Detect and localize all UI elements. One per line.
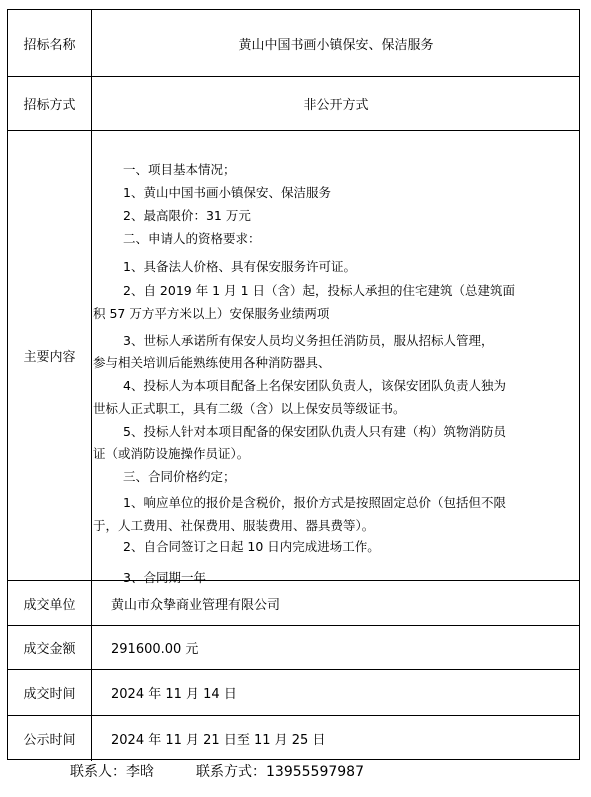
main-content-label: 主要内容 bbox=[8, 131, 92, 580]
tender-method-value: 非公开方式 bbox=[303, 98, 369, 113]
row-winner bbox=[8, 581, 579, 626]
content-line: 二、申请人的资格要求： bbox=[123, 231, 261, 246]
row-tender-name bbox=[8, 10, 579, 77]
content-line: 3、世标人承诺所有保安人员均义务担任消防员，服从招标人管理， bbox=[123, 333, 494, 348]
row-main-content bbox=[8, 131, 579, 585]
content-line: 一、项目基本情况； bbox=[123, 162, 236, 177]
main-content-body bbox=[93, 131, 579, 585]
contact-phone: 联系方式：13955597987 bbox=[196, 764, 364, 780]
content-line: 证（或消防设施操作员证）。 bbox=[93, 446, 250, 461]
amount-value: 291600.00 元 bbox=[111, 642, 199, 657]
winner-value: 黄山市众挚商业管理有限公司 bbox=[111, 597, 281, 613]
content-line: 2、最高限价：31 万元 bbox=[123, 208, 251, 223]
content-line: 积 57 万方平方米以上）安保服务业绩两项 bbox=[93, 306, 330, 321]
tender-name-value: 黄山中国书画小镇保安、保洁服务 bbox=[238, 37, 434, 53]
row-amount bbox=[8, 626, 579, 670]
winner-label: 成交单位 bbox=[8, 581, 92, 625]
content-line: 2、自 2019 年 1 月 1 日（含）起，投标人承担的住宅建筑（总建筑面 bbox=[123, 283, 516, 298]
row-tender-method bbox=[8, 77, 579, 131]
content-line: 5、投标人针对本项目配备的保安团队仇责人只有建（构）筑物消防员 bbox=[123, 424, 506, 439]
content-line: 参与相关培训后能熟练使用各种消防器具、 bbox=[93, 355, 331, 370]
content-line: 4、投标人为本项目配备上名保安团队负责人，该保安团队负责人独为 bbox=[123, 378, 506, 393]
contact-person: 联系人：李晗 bbox=[70, 764, 154, 780]
tender-name-label: 招标名称 bbox=[8, 10, 92, 76]
row-publicity-time bbox=[8, 716, 579, 761]
row-deal-time bbox=[8, 670, 579, 716]
content-line: 于，人工费用、社保费用、服装费用、器具费等）。 bbox=[93, 518, 375, 533]
content-line: 1、响应单位的报价是含税价，报价方式是按照固定总价（包括但不限 bbox=[123, 495, 506, 510]
contact-line bbox=[70, 760, 364, 782]
publicity-time-label: 公示时间 bbox=[8, 716, 92, 761]
content-line: 2、自合同签订之日起 10 日内完成进场工作。 bbox=[123, 539, 380, 554]
content-line: 1、黄山中国书画小镇保安、保洁服务 bbox=[123, 185, 331, 200]
content-line: 1、具备法人价格、具有保安服务许可证。 bbox=[123, 259, 356, 274]
content-line: 3、合同期一年 bbox=[123, 570, 206, 585]
content-line: 世标人正式职工，具有二级（含）以上保安员等级证书。 bbox=[93, 401, 406, 416]
tender-result-table bbox=[7, 9, 580, 760]
tender-method-label: 招标方式 bbox=[8, 77, 92, 130]
content-line: 三、合同价格约定； bbox=[123, 469, 236, 484]
publicity-time-value: 2024 年 11 月 21 日至 11 月 25 日 bbox=[111, 733, 326, 748]
amount-label: 成交金额 bbox=[8, 626, 92, 669]
deal-time-label: 成交时间 bbox=[8, 670, 92, 715]
deal-time-value: 2024 年 11 月 14 日 bbox=[111, 687, 237, 702]
